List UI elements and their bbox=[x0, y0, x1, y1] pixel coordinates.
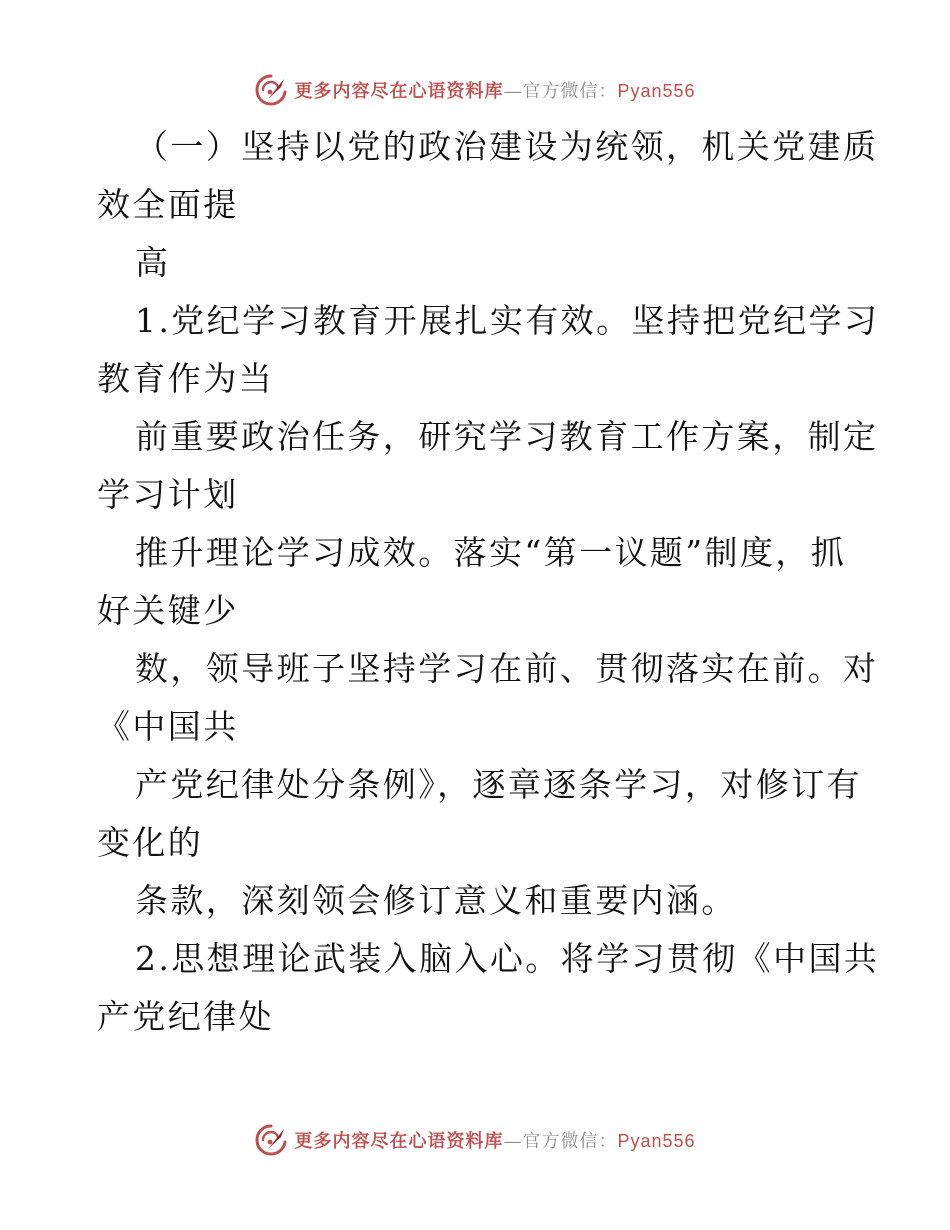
body-text-line: 前重要政治任务，研究学习教育工作方案，制定 bbox=[135, 417, 879, 456]
body-text-line: 推升理论学习成效。落实“第一议题”制度，抓 bbox=[135, 533, 847, 572]
footer-watermark-banner bbox=[0, 1120, 950, 1160]
body-text-line: 1.党纪学习教育开展扎实有效。坚持把党纪学习 bbox=[135, 301, 880, 340]
body-text-line: 好关键少 bbox=[97, 591, 239, 630]
watermark-text bbox=[294, 1127, 695, 1153]
document-body bbox=[97, 118, 880, 1046]
body-text-line: 产党纪律处分条例》，逐章逐条学习，对修订有 bbox=[135, 765, 862, 804]
watermark-dash: — bbox=[503, 81, 523, 102]
body-text-line: 学习计划 bbox=[97, 475, 239, 514]
quill-swirl-logo-icon bbox=[254, 73, 288, 107]
watermark-wechat-label: 官方微信： bbox=[522, 81, 618, 102]
quill-swirl-logo-icon bbox=[254, 1123, 288, 1157]
body-text-line: 变化的 bbox=[97, 823, 204, 862]
body-text-line: 条款，深刻领会修订意义和重要内涵。 bbox=[135, 881, 737, 920]
watermark-wechat-id: Pyan556 bbox=[617, 81, 696, 101]
body-text-line: 教育作为当 bbox=[97, 359, 274, 398]
watermark-wechat-label: 官方微信： bbox=[522, 1131, 618, 1152]
body-text-line: 效全面提 bbox=[97, 185, 239, 224]
watermark-dash: — bbox=[503, 1131, 523, 1152]
watermark-main-text: 更多内容尽在心语资料库 bbox=[294, 81, 504, 102]
body-text-line: 高 bbox=[135, 243, 171, 282]
body-text-line: 2.思想理论武装入脑入心。将学习贯彻《中国共 bbox=[135, 939, 880, 978]
header-watermark-banner bbox=[0, 70, 950, 110]
body-text-line: 《中国共 bbox=[97, 707, 239, 746]
watermark-main-text: 更多内容尽在心语资料库 bbox=[294, 1131, 504, 1152]
watermark-text bbox=[294, 77, 695, 103]
body-text-line: 产党纪律处 bbox=[97, 997, 274, 1036]
watermark-wechat-id: Pyan556 bbox=[617, 1131, 696, 1151]
body-text-line: （一）坚持以党的政治建设为统领，机关党建质 bbox=[135, 127, 879, 166]
body-text-line: 数，领导班子坚持学习在前、贯彻落实在前。对 bbox=[135, 649, 879, 688]
